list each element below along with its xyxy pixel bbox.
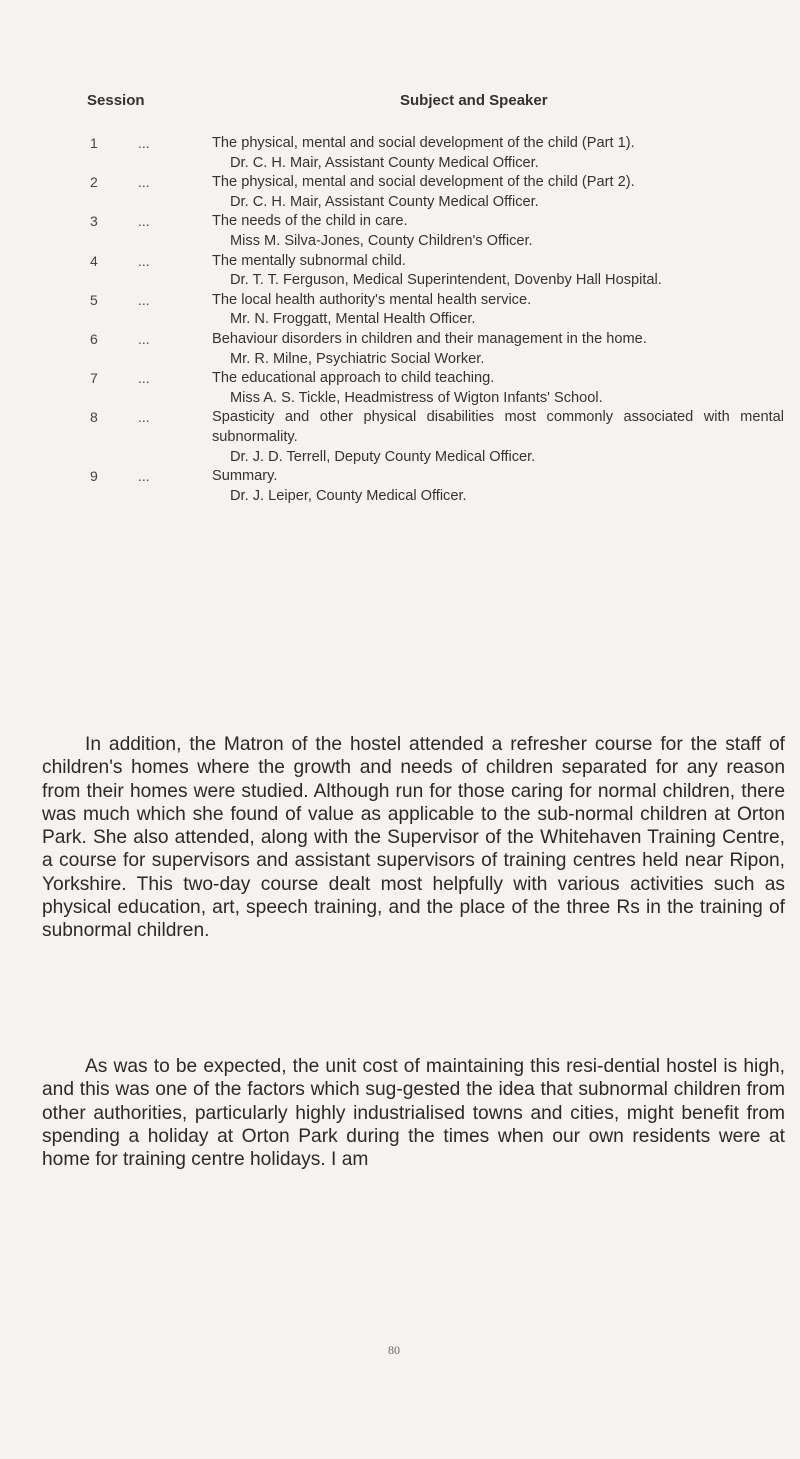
session-speaker: Dr. C. H. Mair, Assistant County Medical Officer.	[230, 193, 539, 210]
session-row	[0, 291, 800, 330]
session-leader-dots: ...	[138, 330, 150, 347]
session-number: 3	[90, 213, 98, 230]
session-subject: Spasticity and other physical disabilities most commonly associated with mental subnormality.	[212, 409, 784, 445]
session-subject: The physical, mental and social development of the child (Part 2).	[212, 174, 635, 191]
session-row	[0, 330, 800, 369]
session-subject: Summary.	[212, 468, 278, 485]
session-subject: Behaviour disorders in children and their management in the home.	[212, 330, 647, 347]
session-number: 2	[90, 174, 98, 191]
session-speaker: Dr. J. Leiper, County Medical Officer.	[230, 487, 467, 504]
session-row	[0, 369, 800, 408]
session-speaker: Miss M. Silva-Jones, County Children's Officer.	[230, 232, 533, 249]
session-number: 5	[90, 291, 98, 308]
session-speaker: Mr. R. Milne, Psychiatric Social Worker.	[230, 350, 485, 367]
session-subject: The local health authority's mental health service.	[212, 291, 532, 308]
session-leader-dots: ...	[138, 213, 150, 230]
session-leader-dots: ...	[138, 468, 150, 485]
session-column-header: Session	[87, 92, 145, 109]
session-row	[0, 212, 800, 251]
session-row	[0, 252, 800, 291]
session-leader-dots: ...	[138, 409, 150, 426]
session-row	[0, 173, 800, 212]
session-list	[0, 134, 800, 506]
page-number: 80	[388, 1343, 400, 1357]
body-paragraph-unit-cost: As was to be expected, the unit cost of maintaining this resi-dential hostel is high, and this was one of the factors which sug-gested the idea that subnormal children from other authorities, particularly highly industrialised towns and cities, might benefit from spending a holiday at Orton Park during the times when our own residents were at home for training centre holidays. I am	[42, 1056, 785, 1171]
body-paragraph-refresher-course: In addition, the Matron of the hostel attended a refresher course for the staff of children's homes where the growth and needs of children separated for any reason from their homes were studied. Although run for those caring for normal children, there was much which she found of value as applicable to the sub-normal children at Orton Park. She also attended, along with the Supervisor of the Whitehaven Training Centre, a course for supervisors and assistant supervisors of training centres held near Ripon, Yorkshire. This two-day course dealt most helpfully with various activities such as physical education, art, speech training, and the place of the three Rs in the training of subnormal children.	[42, 734, 785, 942]
session-subject: The physical, mental and social development of the child (Part 1).	[212, 135, 635, 151]
session-number: 6	[90, 330, 98, 347]
session-speaker: Miss A. S. Tickle, Headmistress of Wigton Infants' School.	[230, 389, 603, 406]
session-row	[0, 408, 800, 467]
session-speaker: Dr. C. H. Mair, Assistant County Medical Officer.	[230, 154, 539, 171]
subject-column-header: Subject and Speaker	[400, 92, 548, 109]
session-leader-dots: ...	[138, 370, 150, 387]
session-leader-dots: ...	[138, 291, 150, 308]
session-speaker: Dr. T. T. Ferguson, Medical Superintendent, Dovenby Hall Hospital.	[230, 272, 662, 289]
session-subject: The educational approach to child teaching.	[212, 370, 495, 387]
session-leader-dots: ...	[138, 174, 150, 191]
session-number: 7	[90, 370, 98, 387]
session-number: 1	[90, 135, 98, 151]
session-number: 8	[90, 409, 98, 426]
session-row	[0, 467, 800, 506]
session-row	[0, 134, 800, 173]
session-speaker: Mr. N. Froggatt, Mental Health Officer.	[230, 311, 476, 328]
session-leader-dots: ...	[138, 252, 150, 269]
session-number: 4	[90, 252, 98, 269]
session-leader-dots: ...	[138, 135, 150, 151]
session-subject: The needs of the child in care.	[212, 213, 408, 230]
session-number: 9	[90, 468, 98, 485]
session-speaker: Dr. J. D. Terrell, Deputy County Medical Officer.	[230, 448, 536, 465]
session-subject: The mentally subnormal child.	[212, 252, 406, 269]
